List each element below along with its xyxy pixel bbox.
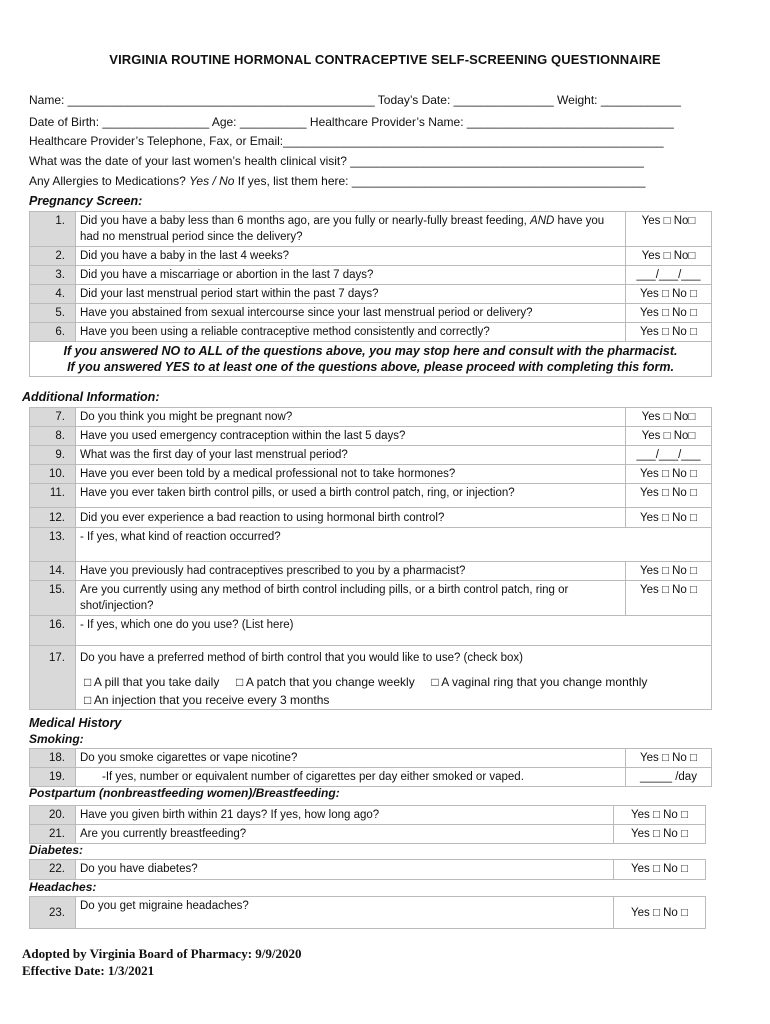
option-ring-checkbox[interactable]: □ A vaginal ring that you change monthly [431, 675, 648, 689]
question-text: Do you smoke cigarettes or vape nicotine? [76, 749, 626, 768]
question-number: 15. [30, 581, 76, 616]
table-row [30, 408, 712, 427]
question-number: 23. [30, 897, 76, 929]
answer-yes-no[interactable]: Yes □ No □ [614, 806, 706, 825]
question-number: 14. [30, 562, 76, 581]
question-number: 17. [30, 646, 76, 710]
q17-options-line1 [80, 674, 707, 690]
table-row [30, 768, 712, 787]
question-number: 3. [30, 266, 76, 285]
answer-yes-no[interactable]: Yes □ No □ [626, 562, 712, 581]
table-row [30, 749, 712, 768]
question-text [76, 646, 712, 710]
postpartum-table [29, 805, 706, 844]
table-row [30, 266, 712, 285]
cigarettes-per-day-field[interactable]: _____ /day [626, 768, 712, 787]
question-number: 9. [30, 446, 76, 465]
question-number: 20. [30, 806, 76, 825]
question-number: 10. [30, 465, 76, 484]
question-text: Did you have a baby less than 6 months ago, are you fully or nearly-fully breast feeding, AND have you had no menstrual period since the delivery? [76, 212, 626, 247]
answer-yes-no[interactable]: Yes □ No □ [626, 581, 712, 616]
answer-yes-no[interactable]: Yes □ No □ [626, 304, 712, 323]
table-row [30, 427, 712, 446]
question-number: 16. [30, 616, 76, 646]
answer-yes-no[interactable]: Yes □ No□ [626, 408, 712, 427]
additional-info-table [29, 407, 712, 710]
question-text: Did you have a baby in the last 4 weeks? [76, 247, 626, 266]
question-number: 19. [30, 768, 76, 787]
answer-date-field[interactable]: ___/___/___ [626, 446, 712, 465]
table-row [30, 465, 712, 484]
last-visit-line[interactable]: What was the date of your last women’s health clinical visit? ____________________________________________ [29, 154, 644, 168]
table-row [30, 860, 706, 880]
pregnancy-table [29, 211, 712, 377]
question-text: Do you get migraine headaches? [76, 897, 614, 929]
question-text: Did you ever experience a bad reaction to using hormonal birth control? [76, 508, 626, 528]
dob-age-provider-line[interactable]: Date of Birth: ________________ Age: __________ Healthcare Provider’s Name: _______________________________ [29, 115, 674, 129]
question-number: 1. [30, 212, 76, 247]
name-date-weight-line[interactable]: Name: ______________________________________________ Today’s Date: _______________ Weight: ____________ [29, 93, 681, 107]
question-text: Do you think you might be pregnant now? [76, 408, 626, 427]
question-number: 5. [30, 304, 76, 323]
question-number: 22. [30, 860, 76, 880]
answer-yes-no[interactable]: Yes □ No□ [626, 212, 712, 247]
table-row [30, 616, 712, 646]
question-text: Have you ever taken birth control pills, or used a birth control patch, ring, or injection? [76, 484, 626, 508]
pregnancy-screen-heading: Pregnancy Screen: [29, 194, 143, 208]
question-number: 6. [30, 323, 76, 342]
question-text: Do you have diabetes? [76, 860, 614, 880]
answer-yes-no[interactable]: Yes □ No □ [626, 285, 712, 304]
smoking-table [29, 748, 712, 787]
provider-contact-line[interactable]: Healthcare Provider’s Telephone, Fax, or Email:_________________________________________________________ [29, 134, 664, 148]
table-row [30, 508, 712, 528]
question-number: 13. [30, 528, 76, 562]
table-row [30, 581, 712, 616]
question-number: 4. [30, 285, 76, 304]
answer-yes-no[interactable]: Yes □ No □ [626, 484, 712, 508]
answer-date-field[interactable]: ___/___/___ [626, 266, 712, 285]
table-row [30, 646, 712, 710]
question-text: Are you currently using any method of birth control including pills, or a birth control patch, ring or shot/injection? [76, 581, 626, 616]
instruction-banner-row [30, 342, 712, 377]
option-patch-checkbox[interactable]: □ A patch that you change weekly [236, 675, 415, 689]
question-number: 2. [30, 247, 76, 266]
answer-yes-no[interactable]: Yes □ No□ [626, 247, 712, 266]
effective-date: Effective Date: 1/3/2021 [22, 963, 155, 978]
table-row [30, 825, 706, 844]
question-text: Have you abstained from sexual intercourse since your last menstrual period or delivery? [76, 304, 626, 323]
answer-yes-no[interactable]: Yes □ No □ [614, 897, 706, 929]
smoking-heading: Smoking: [29, 732, 84, 746]
table-row [30, 304, 712, 323]
table-row [30, 247, 712, 266]
answer-yes-no[interactable]: Yes □ No □ [626, 508, 712, 528]
table-row [30, 528, 712, 562]
question-text: Have you previously had contraceptives prescribed to you by a pharmacist? [76, 562, 626, 581]
banner-line-yes: If you answered YES to at least one of the questions above, please proceed with completing this form. [67, 360, 674, 374]
question-number: 21. [30, 825, 76, 844]
allergies-yes-no[interactable]: Yes / No [189, 174, 235, 188]
answer-yes-no[interactable]: Yes □ No □ [614, 860, 706, 880]
table-row [30, 562, 712, 581]
table-row [30, 897, 706, 929]
question-number: 12. [30, 508, 76, 528]
postpartum-heading: Postpartum (nonbreastfeeding women)/Breastfeeding: [29, 786, 340, 800]
diabetes-heading: Diabetes: [29, 843, 84, 857]
question-text: Have you used emergency contraception within the last 5 days? [76, 427, 626, 446]
question-text: Are you currently breastfeeding? [76, 825, 614, 844]
banner-line-no: If you answered NO to ALL of the questions above, you may stop here and consult with the pharmacist. [63, 344, 678, 358]
current-method-text-field[interactable]: - If yes, which one do you use? (List here) [76, 616, 712, 646]
instruction-banner [30, 342, 712, 377]
question-number: 18. [30, 749, 76, 768]
table-row [30, 446, 712, 465]
page-title: VIRGINIA ROUTINE HORMONAL CONTRACEPTIVE SELF-SCREENING QUESTIONNAIRE [109, 52, 661, 67]
table-row [30, 323, 712, 342]
question-text: Have you ever been told by a medical professional not to take hormones? [76, 465, 626, 484]
answer-yes-no[interactable]: Yes □ No□ [626, 427, 712, 446]
answer-yes-no[interactable]: Yes □ No □ [614, 825, 706, 844]
question-text: Did you have a miscarriage or abortion in the last 7 days? [76, 266, 626, 285]
question-number: 11. [30, 484, 76, 508]
headaches-heading: Headaches: [29, 880, 97, 894]
additional-information-heading: Additional Information: [22, 390, 160, 404]
allergies-line[interactable] [29, 174, 645, 188]
q17-options-line2 [80, 692, 707, 708]
headaches-table [29, 896, 706, 929]
answer-yes-no[interactable]: Yes □ No □ [626, 465, 712, 484]
question-text: -If yes, number or equivalent number of cigarettes per day either smoked or vaped. [76, 768, 626, 787]
table-row [30, 484, 712, 508]
question-number: 7. [30, 408, 76, 427]
answer-yes-no[interactable]: Yes □ No □ [626, 749, 712, 768]
question-text: What was the first day of your last menstrual period? [76, 446, 626, 465]
question-text: Have you given birth within 21 days? If yes, how long ago? [76, 806, 614, 825]
medical-history-heading: Medical History [29, 716, 122, 730]
adopted-date: Adopted by Virginia Board of Pharmacy: 9/9/2020 [22, 946, 302, 961]
allergies-label: Any Allergies to Medications? [29, 174, 190, 188]
question-text: Have you been using a reliable contraceptive method consistently and correctly? [76, 323, 626, 342]
diabetes-table [29, 859, 706, 880]
table-row [30, 806, 706, 825]
allergies-list-label: If yes, list them here: ____________________________________________ [234, 174, 646, 188]
question-text: Did your last menstrual period start within the past 7 days? [76, 285, 626, 304]
table-row [30, 285, 712, 304]
option-pill-checkbox[interactable]: □ A pill that you take daily [84, 675, 220, 689]
answer-yes-no[interactable]: Yes □ No □ [626, 323, 712, 342]
question-number: 8. [30, 427, 76, 446]
reaction-text-field[interactable]: - If yes, what kind of reaction occurred? [76, 528, 712, 562]
q17-text: Do you have a preferred method of birth control that you would like to use? (check box) [80, 652, 523, 664]
option-injection-checkbox[interactable]: □ An injection that you receive every 3 months [84, 693, 330, 707]
table-row [30, 212, 712, 247]
